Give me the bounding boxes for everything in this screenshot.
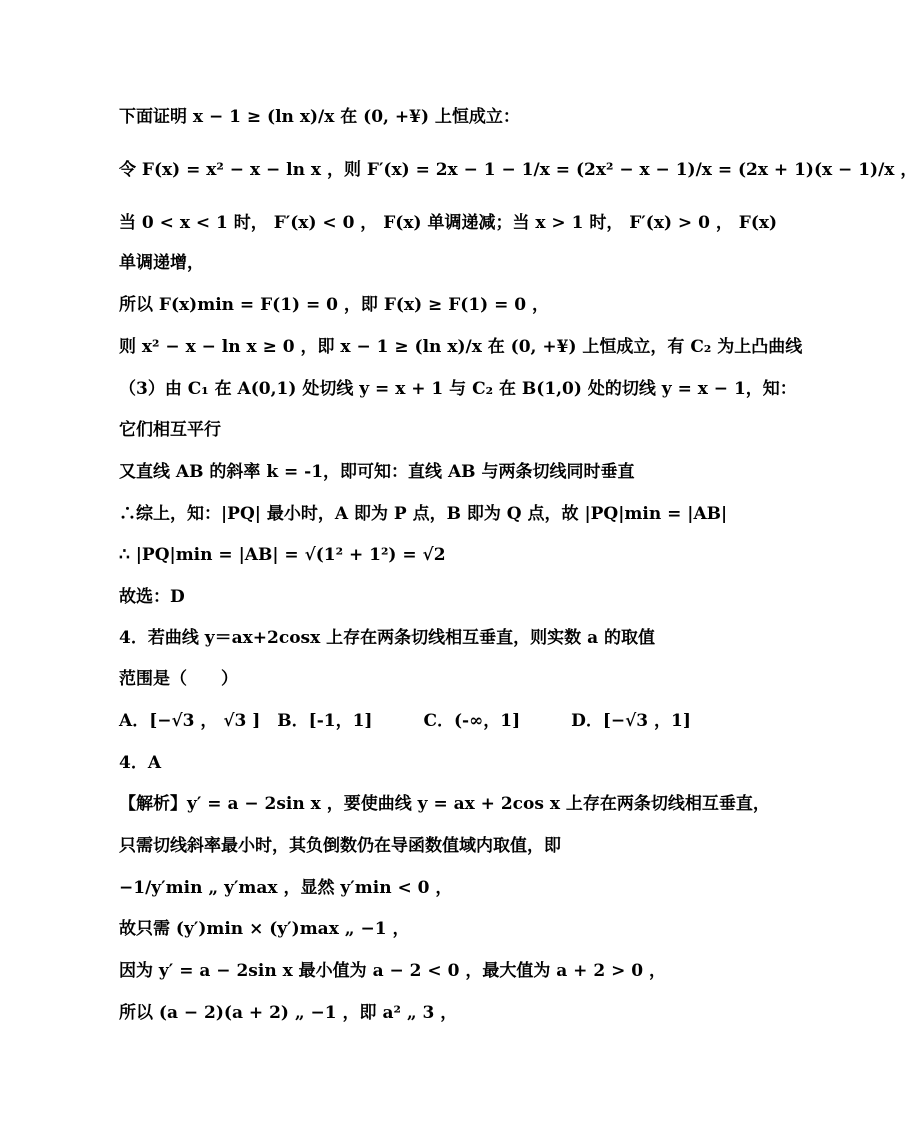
text-line-5: 所以 F(x)min = F(1) = 0 ，即 F(x) ≥ F(1) = 0 ， (119, 295, 550, 315)
text-line-6: 则 x² − x − ln x ≥ 0 ，即 x − 1 ≥ (ln x)/x 在 (0, +¥) 上恒成立，有 C₂ 为上凸曲线 (119, 337, 803, 357)
analysis-line-1: 【解析】y′ = a − 2sin x ，要使曲线 y = ax + 2cos x 上存在两条切线相互垂直， (119, 794, 770, 814)
text-line-4: 单调递增， (119, 253, 204, 273)
analysis-line-4: 故只需 (y′)min × (y′)max „ −1 ， (119, 919, 410, 939)
text-line-2: 令 F(x) = x² − x − ln x ，则 F′(x) = 2x − 1 − 1/x = (2x² − x − 1)/x = (2x + 1)(x − 1)/x ， (119, 160, 917, 180)
text-line-7: （3）由 C₁ 在 A(0,1) 处切线 y = x + 1 与 C₂ 在 B(1,0) 处的切线 y = x − 1，知： (119, 379, 797, 399)
text-line-1: 下面证明 x − 1 ≥ (ln x)/x 在 (0, +¥) 上恒成立： (119, 107, 520, 127)
text-line-10: ∴综上，知：|PQ| 最小时，A 即为 P 点，B 即为 Q 点，故 |PQ|min = |AB| (119, 504, 728, 524)
text-line-9: 又直线 AB 的斜率 k = -1，即可知：直线 AB 与两条切线同时垂直 (119, 462, 635, 482)
question-4-answer: 4．A (119, 753, 162, 773)
question-4-stem-cont: 范围是（ ） (119, 669, 238, 689)
analysis-line-2: 只需切线斜率最小时，其负倒数仍在导函数值域内取值，即 (119, 836, 561, 856)
question-4-options: A．[−√3 ， √3 ] B．[-1，1] C．(-∞，1] D．[−√3 ，1] (119, 711, 691, 731)
text-line-8: 它们相互平行 (119, 420, 221, 440)
text-line-12: 故选：D (119, 587, 185, 607)
text-line-3: 当 0 < x < 1 时， F′(x) < 0 ， F(x) 单调递减；当 x > 1 时， F′(x) > 0 ， F(x) (119, 213, 778, 233)
analysis-line-3: −1/y′min „ y′max ，显然 y′min < 0 ， (119, 878, 453, 898)
analysis-line-5: 因为 y′ = a − 2sin x 最小值为 a − 2 < 0 ，最大值为 a + 2 > 0 ， (119, 961, 666, 981)
analysis-line-6: 所以 (a − 2)(a + 2) „ −1 ，即 a² „ 3 ， (119, 1003, 458, 1023)
question-4-stem: 4．若曲线 y＝ax+2cosx 上存在两条切线相互垂直，则实数 a 的取值 (119, 628, 656, 648)
text-line-11: ∴ |PQ|min = |AB| = √(1² + 1²) = √2 (119, 545, 446, 565)
